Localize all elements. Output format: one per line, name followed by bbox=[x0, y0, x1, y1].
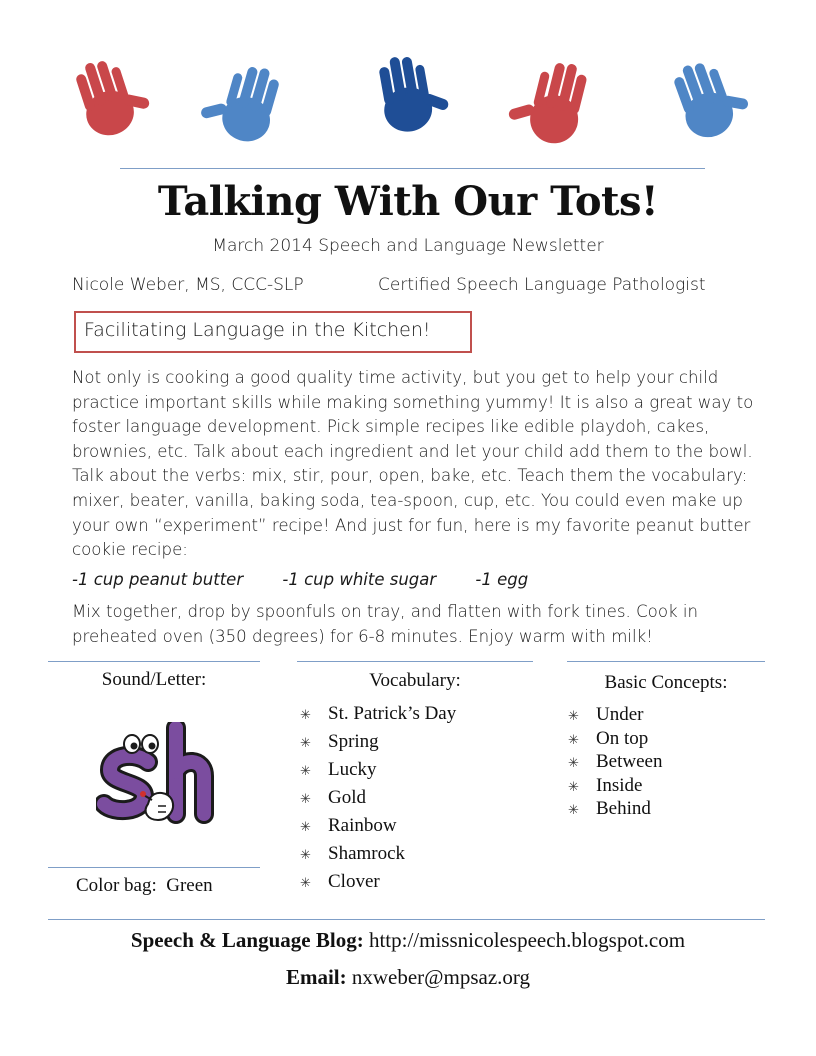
ingredient-peanut-butter: -1 cup peanut butter bbox=[72, 570, 244, 589]
newsletter-title: Talking With Our Tots! bbox=[157, 178, 659, 225]
list-item: ✳ Lucky bbox=[300, 756, 456, 784]
list-item: ✳ Gold bbox=[300, 784, 456, 812]
list-item: ✳ On top bbox=[568, 727, 662, 751]
bullet-icon: ✳ bbox=[568, 731, 579, 747]
blue-handprint-2-icon bbox=[655, 54, 755, 152]
red-handprint-1-icon bbox=[56, 52, 156, 148]
list-item: ✳ Rainbow bbox=[300, 812, 456, 840]
blog-label: Speech & Language Blog: bbox=[130, 928, 364, 952]
col1-top-rule bbox=[48, 661, 260, 662]
list-item: ✳ Between bbox=[568, 750, 662, 774]
list-item: ✳ Spring bbox=[300, 728, 456, 756]
list-item: ✳ Shamrock bbox=[300, 840, 456, 868]
email-label: Email: bbox=[285, 965, 347, 989]
bullet-icon: ✳ bbox=[300, 791, 311, 806]
ingredient-sugar: -1 cup white sugar bbox=[282, 570, 437, 589]
list-item: ✳ Inside bbox=[568, 774, 662, 798]
recipe-ingredients bbox=[72, 570, 562, 589]
list-item: ✳ Clover bbox=[300, 868, 456, 896]
navy-handprint-icon bbox=[355, 48, 455, 146]
instructions-paragraph: Mix together, drop by spoonfuls on tray, and flatten with fork tines. Cook in preheated oven (350 degrees) for 6-8 minutes. Enjoy warm with milk! bbox=[72, 602, 698, 646]
vocabulary-list bbox=[300, 700, 456, 896]
email-line bbox=[0, 965, 816, 990]
col3-top-rule bbox=[567, 661, 765, 662]
newsletter-subtitle: March 2014 Speech and Language Newsletter bbox=[212, 236, 604, 256]
col1-bottom-rule bbox=[48, 867, 260, 868]
intro-paragraph: Not only is cooking a good quality time activity, but you get to help your child practice important skills while making something yummy! It is also a great way to foster language development. Pick simple recipes like edible playdoh, cakes, brownies, etc. Talk about each ingredient and let your child add them to the bowl. Talk about the verbs: mix, stir, pour, open, bake, etc. Teach them the vocabulary: mixer, beater, vanilla, baking soda, tea-spoon, cup, etc. You could even make up your own “experiment” recipe! And just for fun, here is my favorite peanut butter cookie recipe: bbox=[72, 368, 754, 560]
bullet-icon: ✳ bbox=[300, 819, 311, 834]
bullet-icon: ✳ bbox=[300, 763, 311, 778]
bullet-icon: ✳ bbox=[300, 707, 311, 722]
bullet-icon: ✳ bbox=[300, 875, 311, 890]
col2-top-rule bbox=[297, 661, 533, 662]
bullet-icon: ✳ bbox=[568, 708, 579, 723]
basic-concepts-heading: Basic Concepts: bbox=[604, 672, 728, 693]
basic-concepts-list bbox=[568, 703, 662, 821]
color-bag-label: Color bag: bbox=[76, 875, 157, 896]
red-handprint-2-icon bbox=[508, 52, 608, 162]
sound-letter-heading: Sound/Letter: bbox=[101, 669, 207, 690]
color-bag-value: Green bbox=[166, 875, 213, 896]
footer-rule bbox=[48, 919, 765, 920]
blue-handprint-1-icon bbox=[200, 58, 298, 154]
list-item: ✳ St. Patrick’s Day bbox=[300, 700, 456, 728]
blog-link[interactable]: http://missnicolespeech.blogspot.com bbox=[368, 928, 686, 952]
vocabulary-heading: Vocabulary: bbox=[369, 670, 461, 691]
section-heading: Facilitating Language in the Kitchen! bbox=[74, 311, 472, 353]
bullet-icon: ✳ bbox=[300, 847, 311, 862]
email-link[interactable]: nxweber@mpsaz.org bbox=[351, 965, 531, 989]
blog-line bbox=[0, 928, 816, 953]
bullet-icon: ✳ bbox=[568, 802, 579, 817]
list-item: ✳ Under bbox=[568, 703, 662, 727]
ingredient-egg: -1 egg bbox=[475, 570, 529, 589]
author-credential: Certified Speech Language Pathologist bbox=[378, 275, 706, 295]
color-bag bbox=[76, 875, 213, 897]
sh-letters-icon bbox=[96, 722, 220, 832]
header-rule bbox=[120, 168, 705, 169]
bullet-icon: ✳ bbox=[568, 755, 579, 770]
list-item: ✳ Behind bbox=[568, 797, 662, 821]
author-name: Nicole Weber, MS, CCC-SLP bbox=[72, 275, 304, 295]
bullet-icon: ✳ bbox=[300, 735, 311, 750]
bullet-icon: ✳ bbox=[568, 778, 579, 794]
